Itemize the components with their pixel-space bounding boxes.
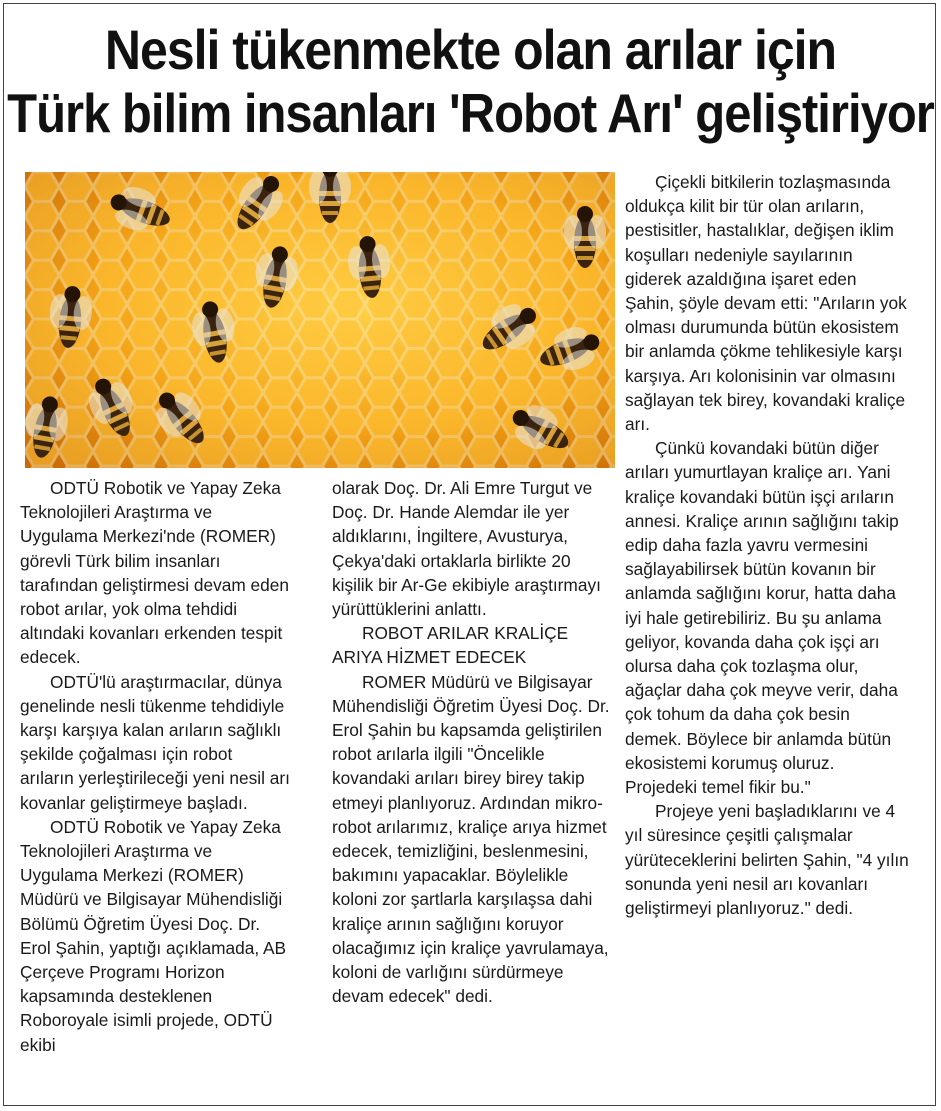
- article-column-2: [332, 476, 614, 1008]
- honeycomb-illustration: [25, 172, 615, 468]
- col1-paragraph-1: ODTÜ Robotik ve Yapay Zeka Teknolojileri Araştırma ve Uygulama Merkezi'nde (ROMER) görevli Türk bilim insanları tarafından geliştirmesi devam eden robot arılar, yok olma tehdidi altındaki kovanları erkenden tespit edecek.: [20, 478, 289, 668]
- article-column-1: [20, 476, 290, 1057]
- col1-paragraph-3: ODTÜ Robotik ve Yapay Zeka Teknolojileri Araştırma ve Uygulama Merkezi (ROMER) Müdürü ve Bilgisayar Mühendisliği Bölümü Öğretim Üyesi Doç. Dr. Erol Şahin, yaptığı açıklamada, AB Çerçeve Programı Horizon kapsamında desteklenen Roboroyale isimli projede, ODTÜ ekibi: [20, 816, 287, 1055]
- headline-line-1: Nesli tükenmekte olan arılar için: [104, 18, 837, 82]
- col1-paragraph-2: ODTÜ'lü araştırmacılar, dünya genelinde nesli tükenme tehdidiyle karşı karşıya kalan arıların sağlıklı şekilde çoğalması için robot arıların yerleştirileceği yeni nesil arı kovanlar geliştirmeye başladı.: [20, 671, 290, 813]
- bees-honeycomb-photo: [25, 172, 615, 468]
- col3-paragraph-3: Projeye yeni başladıklarını ve 4 yıl süresince çeşitli çalışmalar yürüteceklerini belirten Şahin, "4 yılın sonunda yeni nesil arı kovanları geliştirmeyi planlıyoruz." dedi.: [625, 801, 909, 919]
- col2-subheading: ROBOT ARILAR KRALİÇE ARIYA HİZMET EDECEK: [332, 623, 569, 668]
- headline: [4, 18, 937, 146]
- col2-paragraph-1: olarak Doç. Dr. Ali Emre Turgut ve Doç. Dr. Hande Alemdar ile yer aldıklarını, İngiltere, Avusturya, Çekya'daki ortaklarla birlikte 20 kişilik bir Ar-Ge ekibiyle araştırmayı yürüttüklerini anlattı.: [332, 478, 601, 620]
- article-column-3: [625, 170, 910, 920]
- col3-paragraph-1: Çiçekli bitkilerin tozlaşmasında oldukça kilit bir tür olan arıların, pestisitler, hastalıklar, değişen iklim koşulları nedeniyle sayılarının giderek azaldığına işaret eden Şahin, şöyle devam etti: "Arıların yok olması durumunda bütün ekosistem bir anlamda çökme tehlikesiyle karşı karşıya. Arı kolonisinin var olmasını sağlayan tek birey, kovandaki kraliçe arı.: [625, 172, 907, 435]
- headline-line-2: Türk bilim insanları 'Robot Arı' geliştiriyor: [7, 83, 934, 145]
- col2-paragraph-2: ROMER Müdürü ve Bilgisayar Mühendisliği Öğretim Üyesi Doç. Dr. Erol Şahin bu kapsamda geliştirilen robot arılarla ilgili "Öncelikle kovandaki arıları birey birey takip etmeyi planlıyoruz. Ardından mikro-robot arılarımız, kraliçe arıya hizmet edecek, temizliğini, beslenmesini, bakımını yapacaklar. Böylelikle koloni zor şartlarla karşılaşsa dahi kraliçe arının sağlığını koruyor olacağımız için kraliçe yavrulamaya, koloni de varlığını sürdürmeye devam edecek" dedi.: [332, 671, 610, 1007]
- col3-paragraph-2: Çünkü kovandaki bütün diğer arıları yumurtlayan kraliçe arı. Yani kraliçe kovandaki bütün işçi arıların annesi. Kraliçe arının sağlığını takip edip daha fazla yavru vermesini sağlayabilirsek bütün kovanın bir anlamda sağlığını korur, hatta daha iyi hale getirebiliriz. Bu şu anlama geliyor, kovanda daha çok işçi arı olursa daha çok tozlaşma olur, ağaçlar daha çok meyve verir, daha çok tohum da daha çok besin demek. Böylece bir anlamda bütün ekosistemi korumuş oluruz. Projedeki temel fikir bu.": [625, 438, 899, 798]
